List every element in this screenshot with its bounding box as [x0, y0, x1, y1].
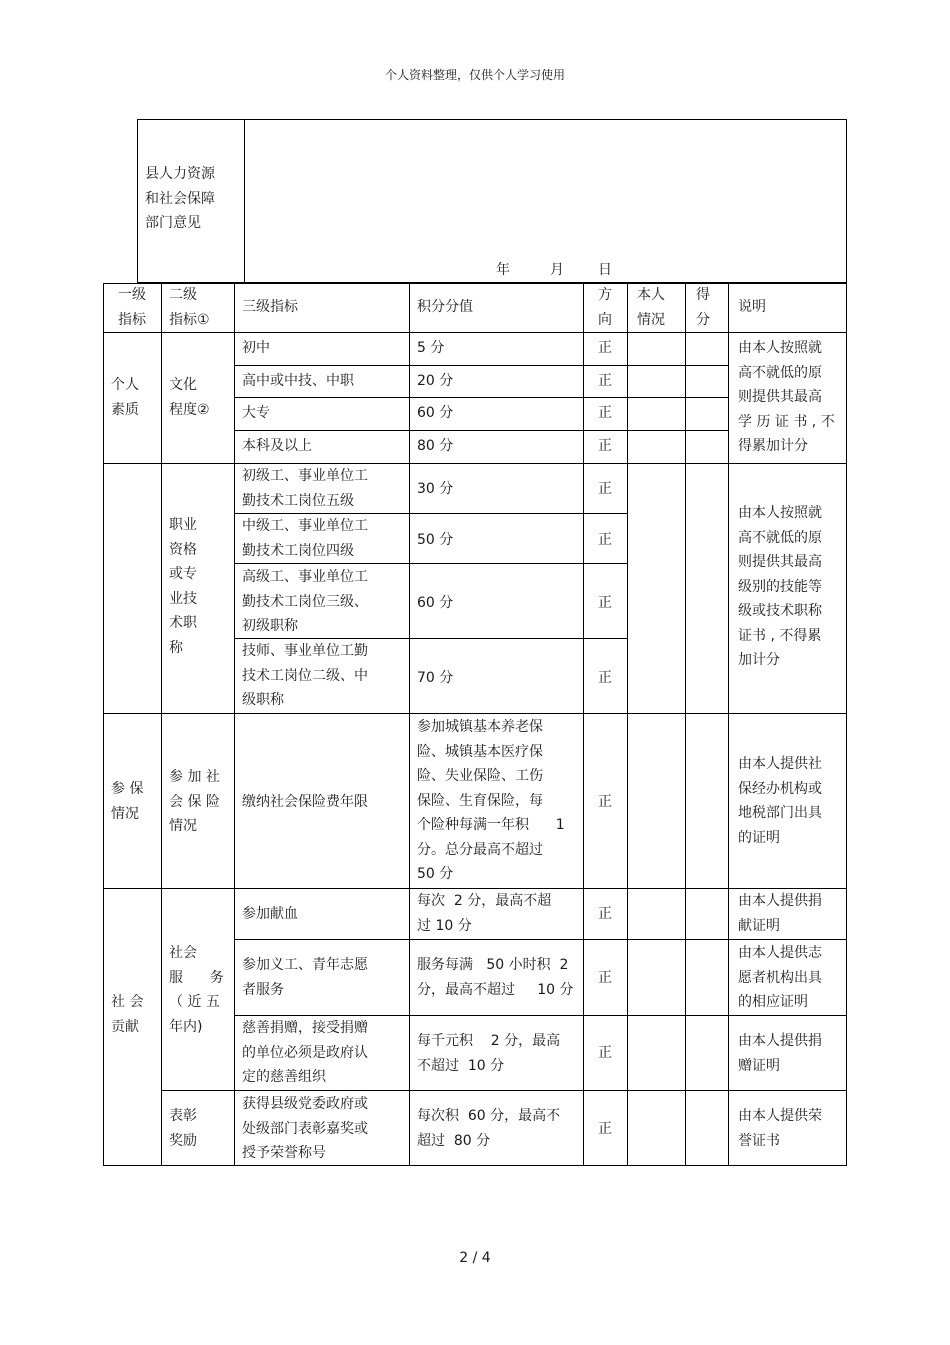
table-row-item: 技师、事业单位工勤 技术工岗位二级、中 级职称: [242, 643, 368, 708]
level1-personal: 个人 素质: [111, 377, 139, 418]
table-row-value: 每次积 60 分，最高不 超过 80 分: [417, 1108, 561, 1149]
page-number: 2 / 4: [459, 1250, 491, 1266]
table-row-value: 30 分: [417, 481, 454, 497]
col-level2-header: 二级 指标①: [169, 287, 210, 328]
table-row-value: 50 分: [417, 532, 454, 548]
note-volunteer: 由本人提供志 愿者机构出具 的相应证明: [738, 945, 822, 1010]
level2-qualification: 职业 资格 或专 业技 术职 称: [169, 517, 197, 656]
col-self-status-header: 本人 情况: [637, 287, 665, 328]
page-header: 个人资料整理，仅供个人学习使用: [384, 68, 565, 82]
table-row-value: 每次 2 分，最高不超 过 10 分: [417, 893, 552, 934]
table-row-direction: 正: [598, 970, 612, 986]
table-row-item: 参加义工、青年志愿 者服务: [242, 957, 368, 998]
table-row-direction: 正: [598, 405, 612, 421]
table-row-direction: 正: [598, 340, 612, 356]
table-row-value: 每千元积 2 分，最高 不超过 10 分: [417, 1033, 561, 1074]
table-row-value: 60 分: [417, 405, 454, 421]
col-level1-header: 一级 指标: [118, 287, 146, 328]
note-insurance: 由本人提供社 保经办机构或 地税部门出具 的证明: [738, 756, 822, 846]
table-row-value: 60 分: [417, 595, 454, 611]
col-direction-header: 方 向: [598, 287, 612, 328]
table-row-direction: 正: [598, 1121, 612, 1137]
table-row-value: 80 分: [417, 438, 454, 454]
table-row-direction: 正: [598, 670, 612, 686]
table-row-item: 参加献血: [242, 906, 298, 922]
level2-service: 社会 服 务 （ 近 五 年内): [169, 945, 224, 1035]
opinion-date-day: 日: [598, 262, 612, 278]
table-row-item: 高中或中技、中职: [242, 373, 354, 389]
table-row-direction: 正: [598, 438, 612, 454]
table-row-value: 参加城镇基本养老保 险、城镇基本医疗保 险、失业保险、工伤 保险、生育保险，每 个险种每满一年积 1 分。总分最高不超过 50 分: [417, 719, 565, 882]
table-row-value: 70 分: [417, 670, 454, 686]
table-row-item: 高级工、事业单位工 勤技术工岗位三级、 初级职称: [242, 569, 368, 634]
table-row-item: 初中: [242, 340, 270, 356]
col-note-header: 说明: [738, 299, 766, 315]
table-row-item: 获得县级党委政府或 处级部门表彰嘉奖或 授予荣誉称号: [242, 1096, 368, 1161]
table-row-item: 缴纳社会保险费年限: [242, 794, 368, 810]
table-row-value: 服务每满 50 小时积 2 分，最高不超过 10 分: [417, 957, 574, 998]
note-blood: 由本人提供捐 献证明: [738, 893, 822, 934]
note-qualification: 由本人按照就 高不就低的原 则提供其最高 级别的技能等 级或技术职称 证书 , 不得累 加计分: [738, 505, 822, 668]
opinion-label: 县人力资源 和社会保障 部门意见: [145, 166, 215, 231]
col-score-value-header: 积分分值: [417, 299, 473, 315]
table-row-item: 初级工、事业单位工 勤技术工岗位五级: [242, 468, 368, 509]
table-row-direction: 正: [598, 906, 612, 922]
table-row-value: 20 分: [417, 373, 454, 389]
level2-insurance: 参 加 社 会 保 险 情况: [169, 769, 220, 834]
note-donation: 由本人提供捐 赠证明: [738, 1033, 822, 1074]
col-level3-header: 三级指标: [242, 299, 298, 315]
col-score-header: 得 分: [696, 287, 710, 328]
opinion-date-year: 年: [496, 262, 510, 278]
level1-insurance: 参 保 情况: [111, 781, 144, 822]
table-row-direction: 正: [598, 481, 612, 497]
table-row-item: 慈善捐赠，接受捐赠 的单位必须是政府认 定的慈善组织: [242, 1020, 368, 1085]
table-row-item: 大专: [242, 405, 270, 421]
table-row-value: 5 分: [417, 340, 445, 356]
table-row-direction: 正: [598, 532, 612, 548]
level2-education: 文化 程度②: [169, 377, 210, 418]
opinion-date-month: 月: [550, 262, 564, 278]
table-row-direction: 正: [598, 373, 612, 389]
table-row-direction: 正: [598, 595, 612, 611]
note-award: 由本人提供荣 誉证书: [738, 1108, 822, 1149]
note-education: 由本人按照就 高不就低的原 则提供其最高 学 历 证 书 , 不 得累加计分: [738, 340, 835, 454]
level2-award: 表彰 奖励: [169, 1108, 197, 1149]
table-row-item: 中级工、事业单位工 勤技术工岗位四级: [242, 518, 368, 559]
table-row-direction: 正: [598, 1045, 612, 1061]
table-row-item: 本科及以上: [242, 438, 312, 454]
level1-contribution: 社 会 贡献: [111, 994, 144, 1035]
table-row-direction: 正: [598, 794, 612, 810]
